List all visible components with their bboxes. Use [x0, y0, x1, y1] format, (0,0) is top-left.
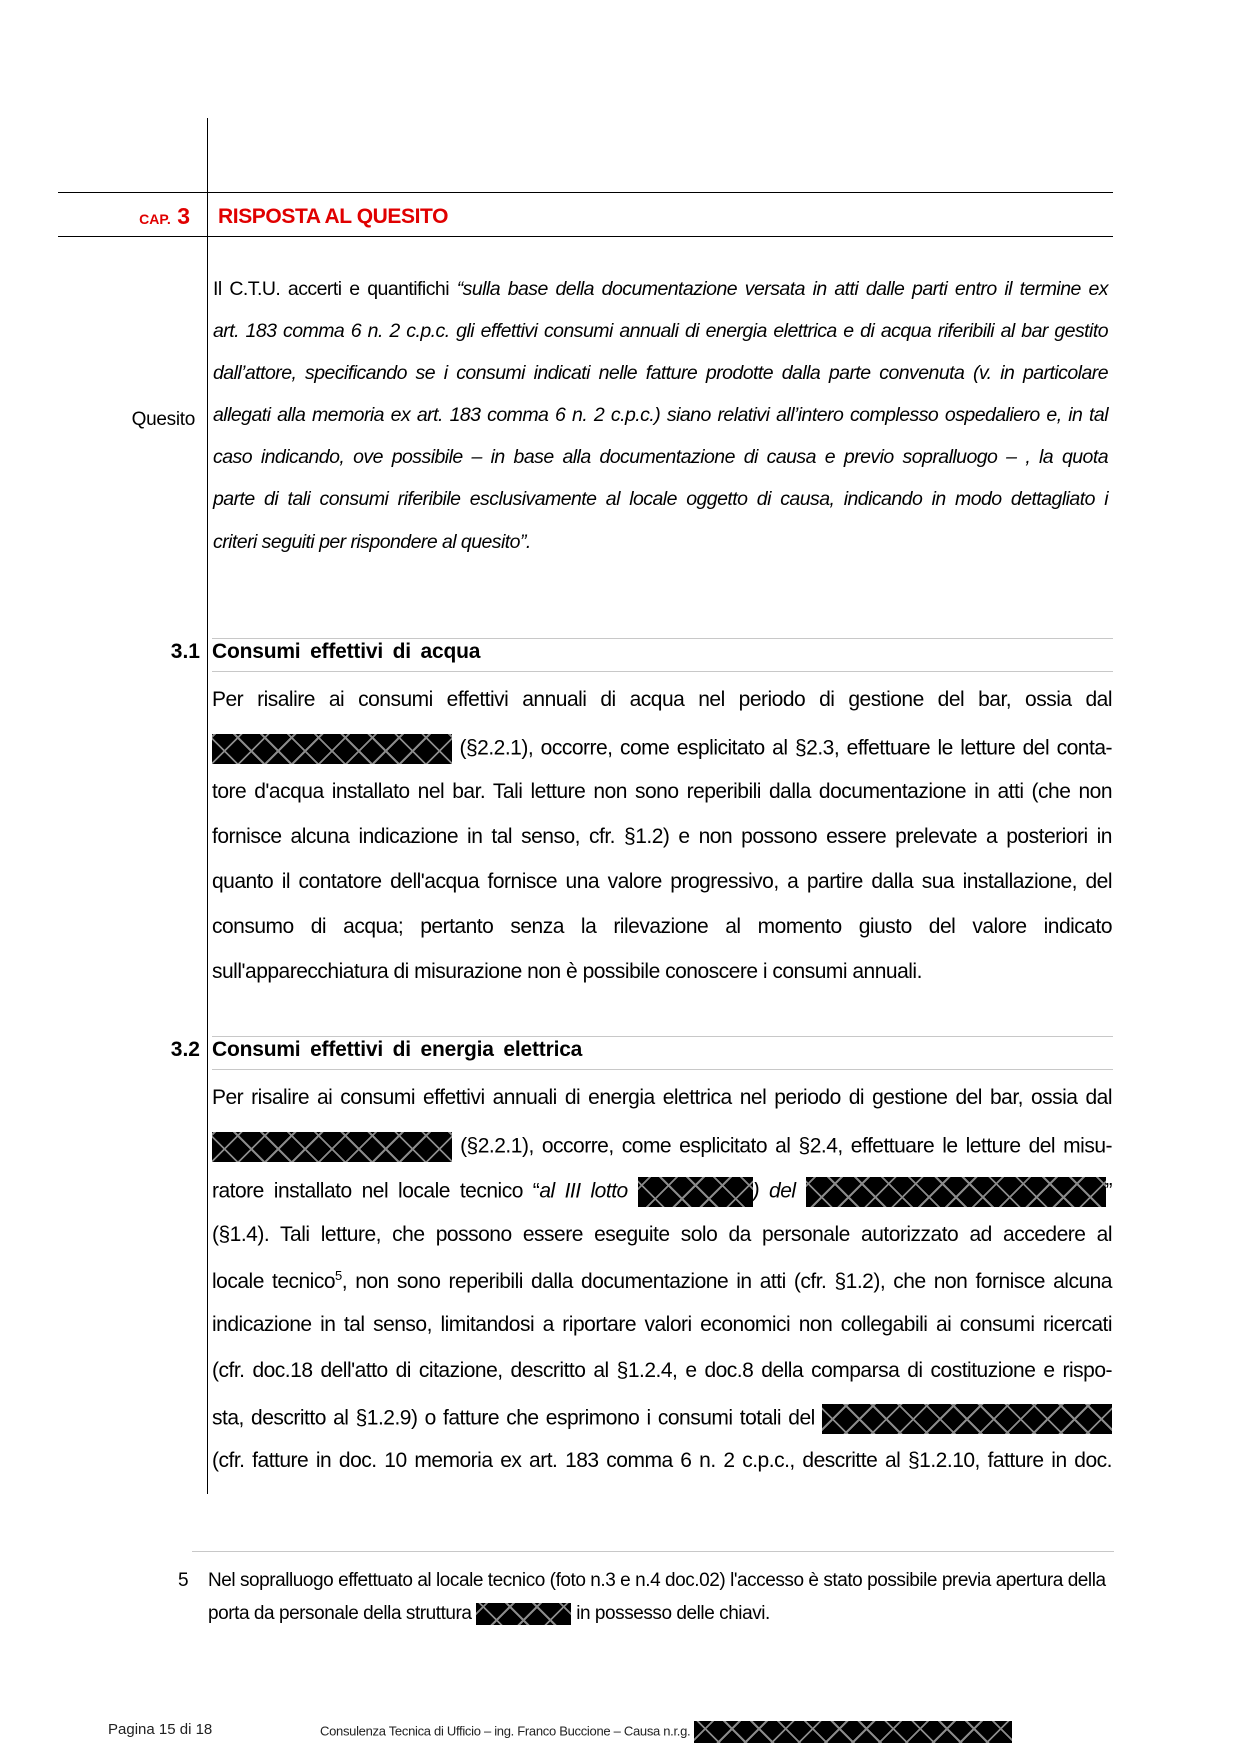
paragraph-text: (§2.2.1), occorre, come esplicitato al §2.3, effettuare le letture del conta-	[452, 736, 1112, 760]
paragraph-line	[212, 688, 1112, 712]
paragraph-line	[212, 1223, 1112, 1247]
margin-rule-top	[207, 118, 208, 198]
quesito-line	[213, 362, 1108, 385]
paragraph-text: Per risalire ai consumi effettivi annuali di energia elettrica nel periodo di gestione del bar, ossia dal	[212, 1086, 1112, 1109]
paragraph-line	[212, 1086, 1112, 1110]
quesito-line	[213, 278, 1108, 301]
paragraph-text: locale tecnico	[212, 1270, 336, 1293]
paragraph-text: ratore installato nel locale tecnico “	[212, 1179, 540, 1203]
quesito-text-italic: allegati alla memoria ex art. 183 comma 6 n. 2 c.p.c.) siano relativi all’intero complesso ospedaliero e, in tal	[213, 404, 1108, 426]
paragraph-line	[212, 1313, 1112, 1337]
footer-title-text: Consulenza Tecnica di Ufficio – ing. Franco Buccione – Causa n.r.g.	[320, 1723, 691, 1739]
redaction-block	[212, 734, 452, 764]
paragraph-line	[212, 1404, 1112, 1434]
footnote-text-after: in possesso delle chiavi.	[571, 1603, 770, 1625]
quesito-line	[213, 446, 1108, 469]
section-number: 3.2	[170, 1038, 200, 1061]
paragraph-text: tore d'acqua installato nel bar. Tali letture non sono reperibili dalla documentazione in atti (che non	[212, 780, 1112, 803]
paragraph-text: (§1.4). Tali letture, che possono essere eseguite solo da personale autorizzato ad accedere al	[212, 1223, 1112, 1246]
footnote-separator	[192, 1551, 1114, 1552]
redaction-block	[212, 1132, 452, 1162]
chapter-number: 3	[177, 203, 190, 229]
paragraph-text: sta, descritto al §1.2.9) o fatture che esprimono i consumi totali del	[212, 1406, 822, 1430]
chapter-rule-bottom	[58, 236, 1113, 237]
quesito-text-normal: Il C.T.U. accerti e quantifichi	[213, 278, 457, 300]
section-rule-underline	[212, 671, 1113, 672]
paragraph-text: consumo di acqua; pertanto senza la rilevazione al momento giusto del valore indicato	[212, 915, 1112, 938]
quesito-line	[213, 531, 531, 554]
quesito-text-italic: parte di tali consumi riferibile esclusivamente al locale oggetto di causa, indicando in modo dettagliato i	[213, 488, 1108, 510]
paragraph-text: (§2.2.1), occorre, come esplicitato al §2.4, effettuare le letture del misu-	[452, 1134, 1112, 1158]
quesito-line	[213, 320, 1108, 343]
paragraph-line	[212, 825, 1112, 849]
quesito-line	[213, 404, 1108, 427]
footnote-text-before: porta da personale della struttura	[208, 1603, 477, 1625]
redaction-block	[822, 1404, 1112, 1434]
paragraph-text: , non sono reperibili dalla documentazione in atti (cfr. §1.2), che non fornisce alcuna	[341, 1270, 1112, 1293]
paragraph-line	[212, 1132, 1112, 1162]
footnote-number: 5	[178, 1570, 189, 1591]
section-title: Consumi effettivi di energia elettrica	[212, 1038, 583, 1061]
paragraph-line	[212, 1268, 1112, 1294]
paragraph-text: (cfr. fatture in doc. 10 memoria ex art. 183 comma 6 n. 2 c.p.c., descritte al §1.2.10, fatture in doc.	[212, 1449, 1112, 1472]
paragraph-text: ”	[1105, 1179, 1113, 1203]
paragraph-line	[212, 1449, 1112, 1473]
redaction-block	[476, 1603, 571, 1625]
quesito-text-italic: art. 183 comma 6 n. 2 c.p.c. gli effettivi consumi annuali di energia elettrica e di acqua riferibili al bar gestito	[213, 320, 1108, 342]
paragraph-text: sull'apparecchiatura di misurazione non è possibile conoscere i consumi annuali.	[212, 960, 922, 983]
quesito-text-italic: caso indicando, ove possibile – in base alla documentazione di causa e previo sopralluogo – , la quota	[213, 446, 1108, 468]
paragraph-text: Per risalire ai consumi effettivi annuali di acqua nel periodo di gestione del bar, ossia dal	[212, 688, 1112, 711]
paragraph-text: ) del	[752, 1179, 806, 1203]
chapter-rule-top	[58, 192, 1113, 193]
quesito-text-italic: criteri seguiti per rispondere al quesito”.	[213, 531, 531, 553]
chapter-number-label	[139, 203, 190, 230]
chapter-title: RISPOSTA AL QUESITO	[218, 205, 449, 228]
redaction-block	[806, 1177, 1106, 1207]
paragraph-line	[212, 1177, 1112, 1207]
section-title: Consumi effettivi di acqua	[212, 640, 481, 663]
footer-page-number: Pagina 15 di 18	[108, 1721, 213, 1738]
footnote-line-1: Nel sopralluogo effettuato al locale tecnico (foto n.3 e n.4 doc.02) l'accesso è stato possibile previa apertura della	[208, 1570, 1106, 1591]
section-rule-underline	[212, 1069, 1113, 1070]
quesito-line	[213, 488, 1108, 511]
paragraph-text: quanto il contatore dell'acqua fornisce una valore progressivo, a partire dalla sua installazione, del	[212, 870, 1112, 893]
redaction-block	[694, 1721, 1012, 1743]
footnote-reference: 5	[335, 1268, 342, 1283]
paragraph-text: al III lotto	[539, 1179, 638, 1203]
section-rule	[212, 1036, 1113, 1037]
redaction-block	[638, 1177, 753, 1207]
paragraph-line	[212, 870, 1112, 894]
paragraph-line	[212, 915, 1112, 939]
footer-document-title	[320, 1721, 1012, 1743]
chapter-prefix: CAP.	[139, 211, 171, 227]
paragraph-line	[212, 960, 922, 984]
paragraph-text: (cfr. doc.18 dell'atto di citazione, descritto al §1.2.4, e doc.8 della comparsa di costituzione e rispo-	[212, 1359, 1112, 1382]
section-rule	[212, 638, 1113, 639]
quesito-side-label: Quesito	[131, 409, 195, 430]
section-number: 3.1	[170, 640, 200, 663]
paragraph-line	[212, 1359, 1112, 1383]
quesito-text-italic: dall’attore, specificando se i consumi indicati nelle fatture prodotte dalla parte convenuta (v. in particolare	[213, 362, 1108, 384]
paragraph-text: fornisce alcuna indicazione in tal senso, cfr. §1.2) e non possono essere prelevate a posteriori in	[212, 825, 1112, 848]
paragraph-line	[212, 780, 1112, 804]
paragraph-text: indicazione in tal senso, limitandosi a riportare valori economici non collegabili ai consumi ricercati	[212, 1313, 1112, 1336]
quesito-text-italic: “sulla base della documentazione versata in atti dalle parti entro il termine ex	[456, 278, 1108, 300]
footnote-line-2	[208, 1603, 770, 1625]
paragraph-line	[212, 734, 1112, 764]
margin-rule-main	[207, 192, 208, 1494]
